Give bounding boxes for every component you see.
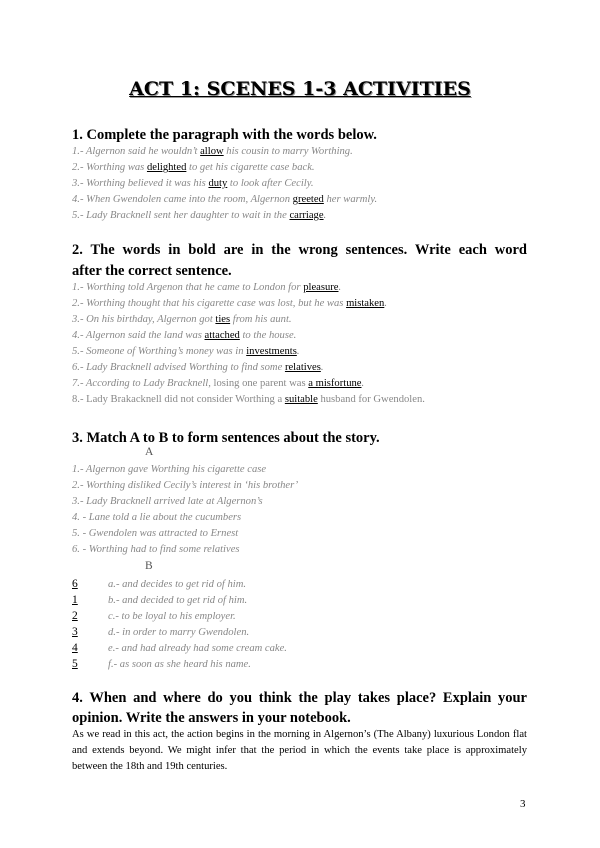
list-item: 7.- According to Lady Bracknell, losing one parent was a misfortune.	[72, 378, 365, 389]
list-item: 5.- Lady Bracknell sent her daughter to wait in the carriage.	[72, 210, 327, 221]
list-item: 1.- Algernon gave Worthing his cigarette case	[72, 464, 267, 475]
list-item: 8.- Lady Brakacknell did not consider Worthing a suitable husband for Gwendolen.	[72, 394, 425, 405]
section4-heading-line2: opinion. Write the answers in your notebook.	[72, 710, 351, 726]
answer-text: suitable	[284, 394, 318, 405]
column-b-list	[72, 576, 287, 672]
section2-heading-line1: 2. The words in bold are in the wrong sentences. Write each word	[72, 242, 527, 258]
answer-number: 6	[72, 578, 78, 590]
section3-heading: 3. Match A to B to form sentences about the story.	[72, 430, 380, 446]
answer-number: 3	[72, 626, 78, 638]
section4-answer: As we read in this act, the action begins in the morning in Algernon’s (The Albany) luxurious London flat and extends beyond. We might infer that the period in which the events take place is approximately between the 18th and 19th centuries.	[72, 729, 527, 772]
answer-number: 5	[72, 658, 78, 670]
list-item: 4.- When Gwendolen came into the room, Algernon greeted her warmly.	[72, 194, 378, 205]
answer-text: relatives	[284, 362, 321, 373]
answer-text: a misfortune	[308, 378, 362, 389]
answer-text: investments	[246, 346, 297, 357]
list-item: 3.- On his birthday, Algernon got ties from his aunt.	[72, 314, 292, 325]
answer-text: ties	[215, 314, 231, 325]
list-item: 2.- Worthing was delighted to get his cigarette case back.	[72, 162, 315, 173]
page-title: ACT 1: SCENES 1-3 ACTIVITIES	[129, 78, 471, 100]
answer-text: delighted	[146, 162, 187, 173]
answer-text: allow	[200, 146, 224, 157]
list-item: 5.- Someone of Worthing’s money was in investments.	[72, 346, 300, 357]
column-a-label: A	[145, 446, 154, 458]
answer-text: carriage	[289, 210, 324, 221]
list-item: 4.- Algernon said the land was attached to the house.	[72, 330, 297, 341]
answer-text: attached	[204, 330, 240, 341]
list-item: 2.- Worthing thought that his cigarette case was lost, but he was mistaken.	[72, 298, 387, 309]
list-item: 6. - Worthing had to find some relatives	[72, 544, 240, 555]
section1-heading: 1. Complete the paragraph with the words below.	[72, 127, 377, 143]
list-item: 6 a.- and decides to get rid of him.	[72, 578, 246, 590]
list-item: 5. - Gwendolen was attracted to Ernest	[72, 528, 239, 539]
list-item: 5 f.- as soon as she heard his name.	[72, 658, 251, 670]
list-item: 2 c.- to be loyal to his employer.	[72, 610, 236, 622]
answer-text: mistaken	[346, 298, 385, 309]
list-item: 3.- Lady Bracknell arrived late at Algernon’s	[72, 496, 263, 507]
section1-list	[72, 144, 532, 224]
list-item: 6.- Lady Bracknell advised Worthing to find some relatives.	[72, 362, 324, 373]
page-number: 3	[520, 798, 526, 810]
section4-heading-line1: 4. When and where do you think the play takes place? Explain your	[72, 690, 527, 706]
list-item: 3 d.- in order to marry Gwendolen.	[72, 626, 250, 638]
column-a-list	[72, 462, 532, 558]
list-item: 1.- Worthing told Argenon that he came to London for pleasure.	[72, 282, 342, 293]
answer-text: greeted	[292, 194, 324, 205]
column-b-label: B	[145, 560, 153, 572]
answer-number: 4	[72, 642, 78, 654]
list-item: 4. - Lane told a lie about the cucumbers	[72, 512, 242, 523]
section2-list	[72, 280, 532, 408]
answer-text: pleasure	[303, 282, 339, 293]
list-item: 1 b.- and decided to get rid of him.	[72, 594, 248, 606]
answer-text: duty	[208, 178, 228, 189]
list-item: 2.- Worthing disliked Cecily’s interest in ‘his brother’	[72, 480, 299, 491]
list-item: 3.- Worthing believed it was his duty to look after Cecily.	[72, 178, 314, 189]
answer-number: 1	[72, 594, 78, 606]
list-item: 4 e.- and had already had some cream cake.	[72, 642, 287, 654]
answer-number: 2	[72, 610, 78, 622]
list-item: 1.- Algernon said he wouldn’t allow his cousin to marry Worthing.	[72, 146, 353, 157]
section2-heading-line2: after the correct sentence.	[72, 263, 232, 279]
